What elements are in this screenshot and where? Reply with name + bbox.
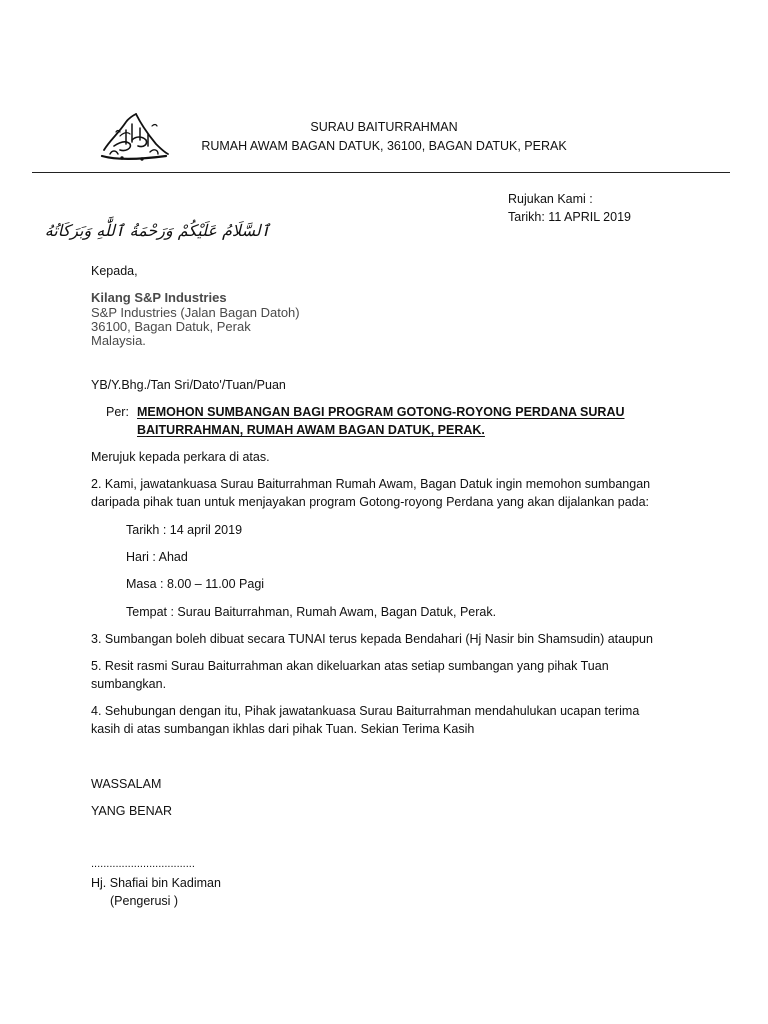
reference-date: Tarikh: 11 APRIL 2019 xyxy=(508,210,631,224)
body-paragraph-2: 2. Kami, jawatankuasa Surau Baiturrahman Rumah Awam, Bagan Datuk ingin memohon sumbangan xyxy=(91,477,651,491)
detail-hari: Hari : Ahad xyxy=(126,550,188,564)
salutation: YB/Y.Bhg./Tan Sri/Dato'/Tuan/Puan xyxy=(91,378,286,392)
detail-masa: Masa : 8.00 – 11.00 Pagi xyxy=(126,577,265,591)
reference-rujukan: Rujukan Kami : xyxy=(508,192,593,206)
letterhead-address: RUMAH AWAM BAGAN DATUK, 36100, BAGAN DATUK, PERAK xyxy=(201,139,567,153)
signatory-position: (Pengerusi ) xyxy=(110,894,179,908)
letterhead-title: SURAU BAITURRAHMAN xyxy=(310,120,458,134)
subject-prefix: Per: xyxy=(106,405,129,419)
body-paragraph-5: 5. Resit rasmi Surau Baiturrahman akan dikeluarkan atas setiap sumbangan yang pihak Tuan xyxy=(91,659,609,673)
detail-tempat: Tempat : Surau Baiturrahman, Rumah Awam, Bagan Datuk, Perak. xyxy=(126,605,497,619)
subject-line: BAITURRAHMAN, RUMAH AWAM BAGAN DATUK, PERAK. xyxy=(137,423,485,437)
subject-line: MEMOHON SUMBANGAN BAGI PROGRAM GOTONG-ROYONG PERDANA SURAU xyxy=(137,405,625,419)
signature-line: .................................. xyxy=(91,858,195,870)
recipient-address-line: Malaysia. xyxy=(91,333,146,348)
closing-yang-benar: YANG BENAR xyxy=(91,804,173,818)
body-paragraph-2: daripada pihak tuan untuk menjayakan program Gotong-royong Perdana yang akan dijalankan pada: xyxy=(91,495,650,509)
signatory-name: Hj. Shafiai bin Kadiman xyxy=(91,876,221,890)
salam-calligraphy-icon xyxy=(44,213,270,251)
header-divider xyxy=(32,172,730,173)
salam-calligraphy-text: ٱلسَّلَامُ عَلَيْكُمْ وَرَحْمَةُ ٱللَّٰهِ وَبَرَكَاتُهُ xyxy=(44,221,270,240)
recipient-company: Kilang S&P Industries xyxy=(91,290,227,305)
body-paragraph-5: sumbangkan. xyxy=(91,677,167,691)
recipient-address-line: 36100, Bagan Datuk, Perak xyxy=(91,319,251,334)
recipient-kepada: Kepada, xyxy=(91,264,138,278)
body-paragraph-3: 3. Sumbangan boleh dibuat secara TUNAI terus kepada Bendahari (Hj Nasir bin Shamsudin) ataupun xyxy=(91,632,653,646)
closing-wassalam: WASSALAM xyxy=(91,777,162,791)
recipient-address-line: S&P Industries (Jalan Bagan Datoh) xyxy=(91,305,300,320)
detail-tarikh: Tarikh : 14 april 2019 xyxy=(126,523,243,537)
body-intro: Merujuk kepada perkara di atas. xyxy=(91,450,270,464)
body-paragraph-4: 4. Sehubungan dengan itu, Pihak jawatankuasa Surau Baiturrahman mendahulukan ucapan terima xyxy=(91,704,640,718)
basmalah-calligraphy-icon xyxy=(96,110,172,166)
body-paragraph-4: kasih di atas sumbangan ikhlas dari pihak Tuan. Sekian Terima Kasih xyxy=(91,722,475,736)
